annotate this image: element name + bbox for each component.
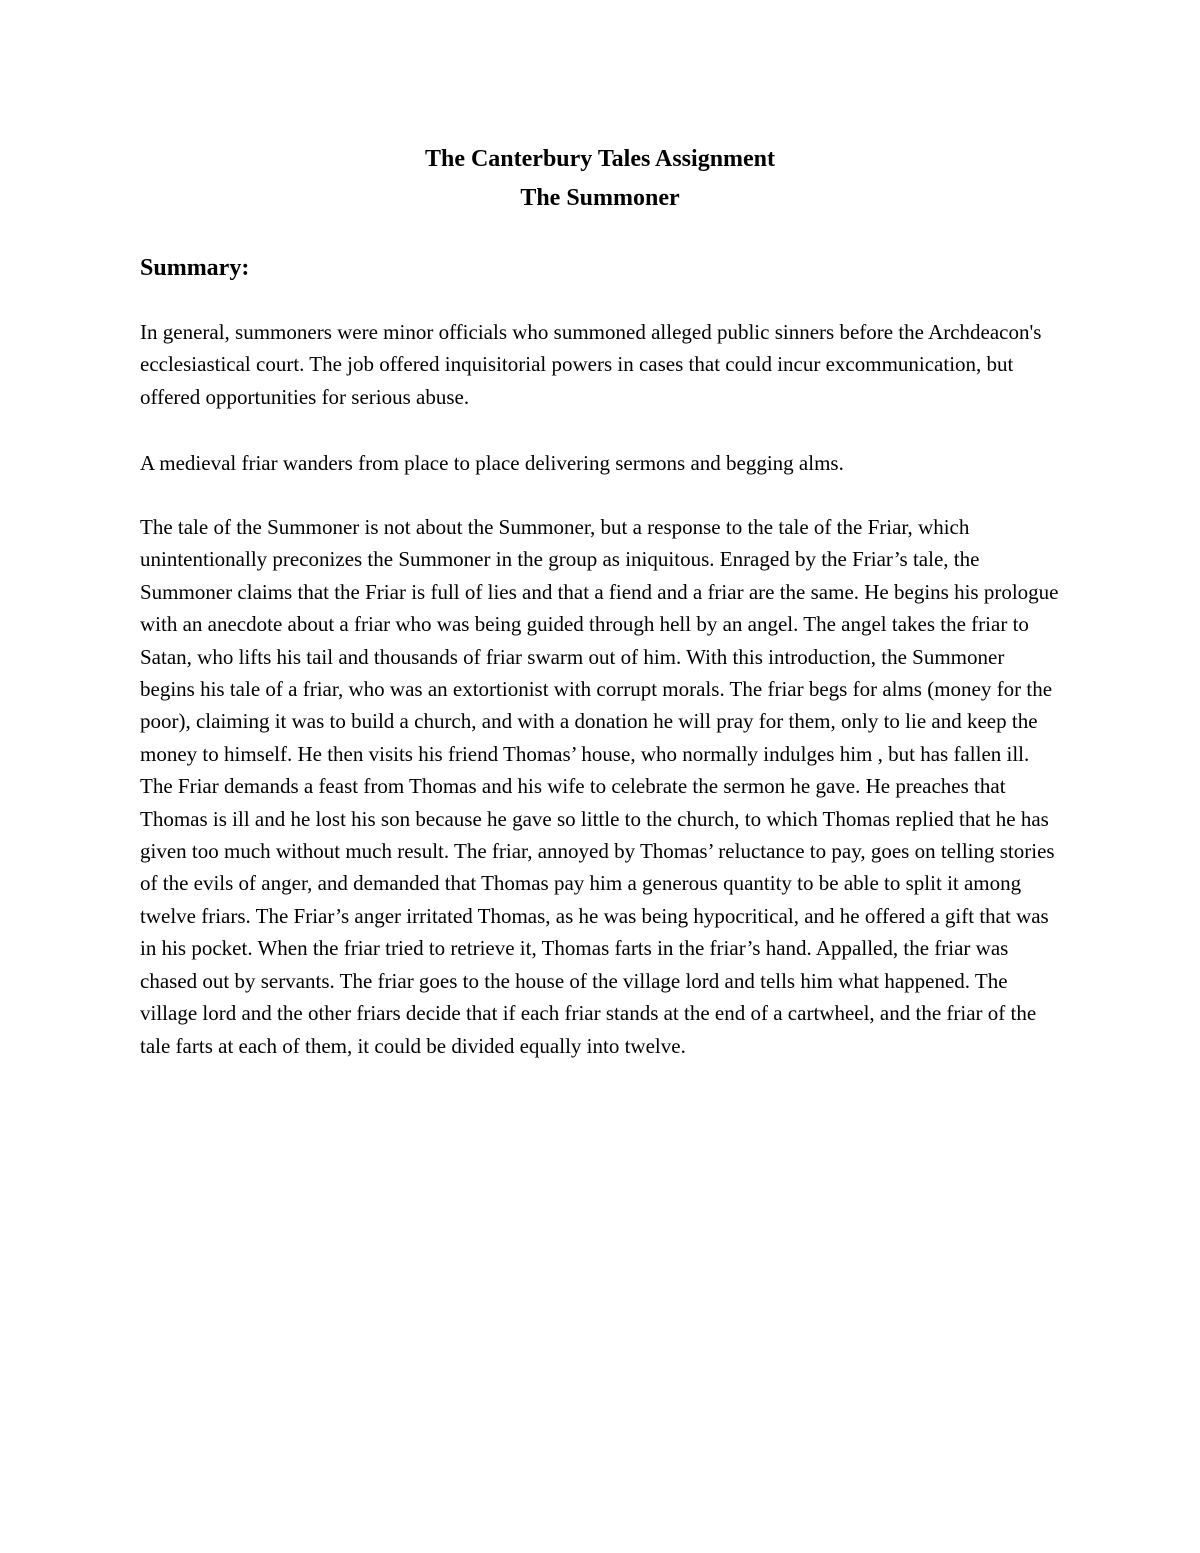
document-title: The Canterbury Tales Assignment <box>424 146 776 172</box>
paragraph-friar-definition: A medieval friar wanders from place to place delivering sermons and begging alms. <box>140 451 844 475</box>
paragraph-tale-summary: The tale of the Summoner is not about the Summoner, but a response to the tale of the Friar, which unintentionally preconizes the Summoner in the group as iniquitous. Enraged by the Friar’s tale, the Summoner claims that the Friar is full of lies and that a fiend and a friar are the same. He begins his prologue with an anecdote about a friar who was being guided through hell by an angel. The angel takes the friar to Satan, who lifts his tail and thousands of friar swarm out of him. With this introduction, the Summoner begins his tale of a friar, who was an extortionist with corrupt morals. The friar begs for alms (money for the poor), claiming it was to build a church, and with a donation he will pray for them, only to lie and keep the money to himself. He then visits his friend Thomas’ house, who normally indulges him , but has fallen ill. The Friar demands a feast from Thomas and his wife to celebrate the sermon he gave. He preaches that Thomas is ill and he lost his son because he gave so little to the church, to which Thomas replied that he has given too much without much result. The friar, annoyed by Thomas’ reluctance to pay, goes on telling stories of the evils of anger, and demanded that Thomas pay him a generous quantity to be able to split it among twelve friars. The Friar’s anger irritated Thomas, as he was being hypocritical, and he offered a gift that was in his pocket. When the friar tried to retrieve it, Thomas farts in the friar’s hand. Appalled, the friar was chased out by servants. The friar goes to the house of the village lord and tells him what happened. The village lord and the other friars decide that if each friar stands at the end of a cartwheel, and the friar of the tale farts at each of them, it could be divided equally into twelve. <box>140 515 1059 1058</box>
section-heading-summary: Summary: <box>140 255 250 281</box>
document-subtitle: The Summoner <box>520 185 680 211</box>
paragraph-summoners-definition: In general, summoners were minor officials who summoned alleged public sinners before the Archdeacon's ecclesiastical court. The job offered inquisitorial powers in cases that could incur excommunication, but offered opportunities for serious abuse. <box>140 320 1042 409</box>
